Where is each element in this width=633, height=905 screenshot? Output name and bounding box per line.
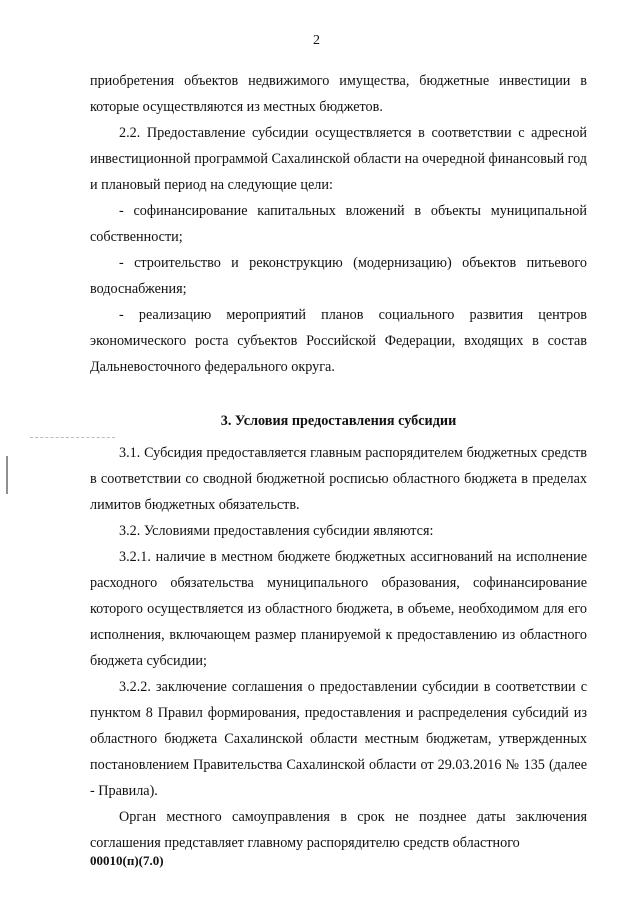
list-item-social-development: - реализацию мероприятий планов социального развития центров экономического роста субъектов Российской Федерации, входящих в состав Дальневосточного федерального округа. [90, 307, 587, 375]
document-code: 00010(п)(7.0) [90, 853, 164, 868]
list-item-cofinancing: - софинансирование капитальных вложений в объекты муниципальной собственности; [90, 203, 587, 245]
paragraph-3-2: 3.2. Условиями предоставления субсидии являются: [119, 523, 434, 539]
paragraph-local-government: Орган местного самоуправления в срок не позднее даты заключения соглашения представляет главному распорядителю средств областного [90, 809, 587, 851]
paragraph-3-2-1: 3.2.1. наличие в местном бюджете бюджетных ассигнований на исполнение расходного обязательства муниципального образования, софинансирование которого осуществляется из областного бюджета, в объеме, необходимом для его исполнения, включающем размер планируемой к предоставлению из областного бюджета субсидии; [90, 549, 587, 669]
paragraph-3-1: 3.1. Субсидия предоставляется главным распорядителем бюджетных средств в соответствии со сводной бюджетной росписью областного бюджета в пределах лимитов бюджетных обязательств. [90, 445, 587, 513]
list-item-construction: - строительство и реконструкцию (модернизацию) объектов питьевого водоснабжения; [90, 255, 587, 297]
document-body [90, 68, 587, 856]
paragraph-continuation: приобретения объектов недвижимого имущества, бюджетные инвестиции в которые осуществляются из местных бюджетов. [90, 73, 587, 115]
section-heading: 3. Условия предоставления субсидии [220, 413, 457, 429]
paragraph-2-2: 2.2. Предоставление субсидии осуществляется в соответствии с адресной инвестиционной программой Сахалинской области на очередной финансовый год и плановый период на следующие цели: [90, 125, 587, 193]
page-number: 2 [313, 33, 320, 48]
scan-artifact-edge [6, 456, 8, 494]
paragraph-3-2-2: 3.2.2. заключение соглашения о предоставлении субсидии в соответствии с пунктом 8 Правил формирования, предоставления и распределения субсидий из областного бюджета Сахалинской области местным бюджетам, утвержденных постановлением Правительства Сахалинской области от 29.03.2016 № 135 (далее - Правила). [90, 679, 587, 799]
